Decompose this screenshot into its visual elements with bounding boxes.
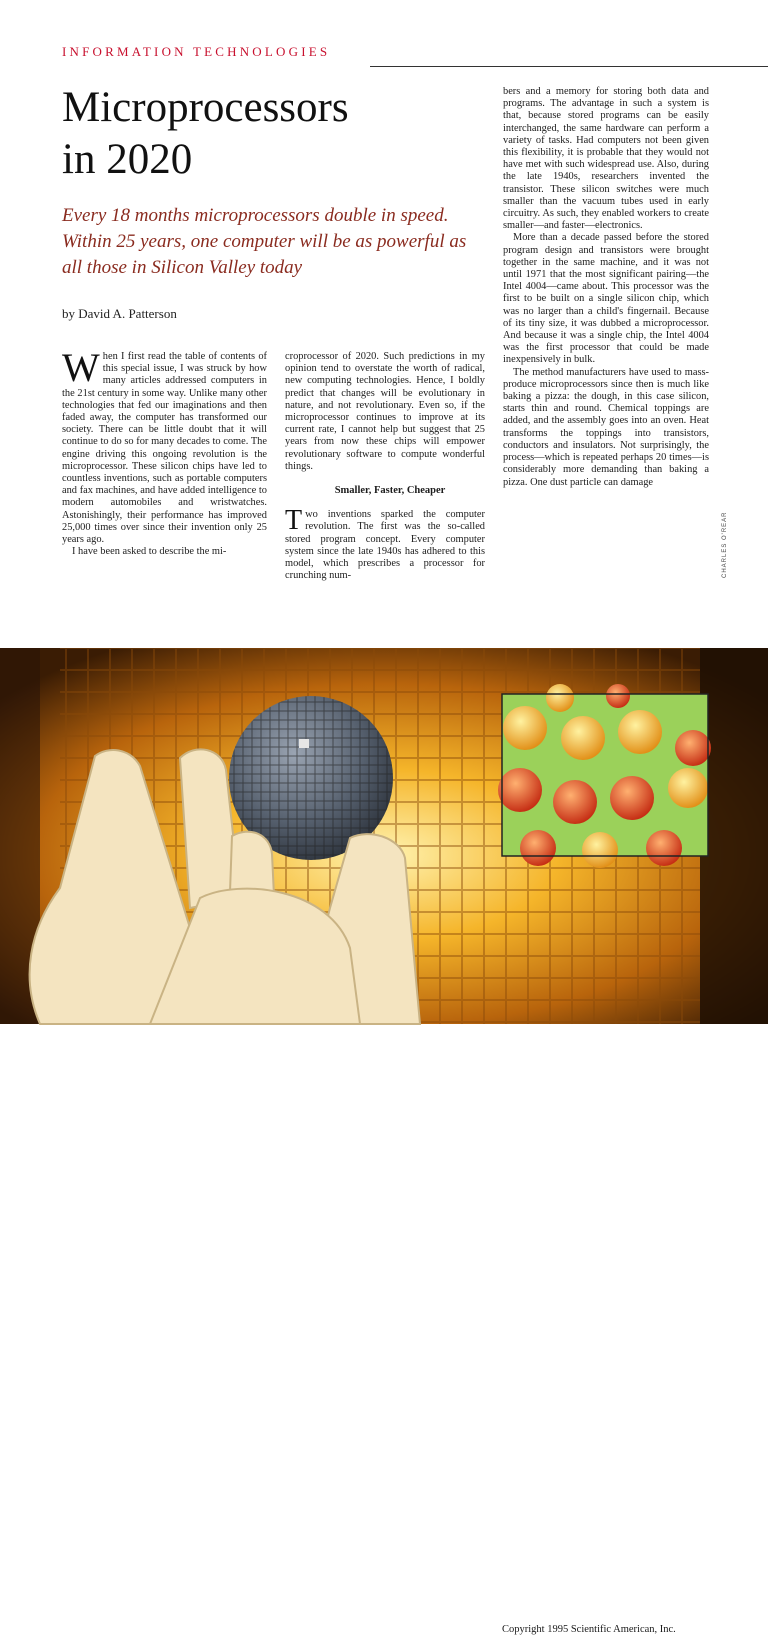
section-kicker: INFORMATION TECHNOLOGIES	[62, 44, 331, 59]
paragraph: The method manufacturers have used to mass-produce microprocessors since then is much like baking a pizza: the dough, in this case silicon, starts thin and round. Chemical toppings are added, and the assembly goes into an oven. Heat transforms the toppings into transistors, conductors and insulators. Not surprisingly, the process—which is repeated perhaps 20 times—is considerably more demanding than baking a pizza. One dust particle can damage	[503, 366, 709, 488]
title-line-1: Microprocessors	[62, 84, 349, 131]
article-deck: Every 18 months microprocessors double in speed. Within 25 years, one computer will be as powerful as all those in Silicon Valley today	[62, 205, 467, 278]
copyright-notice: Copyright 1995 Scientific American, Inc.	[502, 1624, 676, 1635]
article-title	[62, 82, 482, 186]
paragraph: croprocessor of 2020. Such predictions in my opinion tend to overstate the worth of radical, new computing technologies. Hence, I boldly predict that changes will be evolutionary in nature, and not revolutionary. Even so, if the microprocessor continues to improve at its current rate, I cannot help but suggest that 25 years from now these chips will empower revolutionary software to compute wonderful things.	[285, 351, 485, 472]
subhead: Smaller, Faster, Cheaper	[334, 485, 446, 497]
drop-cap: T	[285, 505, 303, 537]
byline: by David A. Patterson	[62, 306, 177, 321]
paragraph-text: hen I first read the table of contents of this special issue, I was struck by how many articles addressed computers in the 21st century in some way. Unlike many other technologies that fed our imaginations and then faded away, the computer has transformed our society. There can be little doubt that it will continue to do so for many decades to come. The engine driving this ongoing revolution is the microprocessor. These silicon chips have led to countless inventions, such as portable computers and fax machines, and have added intelligence to modern automobiles and wristwatches. Astonishingly, their performance has improved 25,000 times over since their invention only 25 years ago.	[62, 351, 267, 546]
drop-cap: W	[62, 345, 100, 390]
column-2	[285, 351, 485, 582]
paragraph	[285, 505, 485, 582]
title-line-2: in 2020	[62, 136, 193, 183]
paragraph-text: wo inventions sparked the computer revolution. The first was the so-called stored program concept. Every computer system since the late 1940s has adhered to this model, which prescribes a processor for crunching num-	[285, 509, 485, 582]
paragraph: I have been asked to describe the mi-	[72, 546, 227, 558]
photo-credit: CHARLES O'REAR	[722, 511, 728, 578]
wafer-photo-illustration	[0, 648, 768, 1024]
paragraph	[62, 345, 267, 546]
column-3	[503, 86, 709, 489]
wafer-photo	[0, 648, 768, 1635]
inset-photo	[498, 684, 711, 868]
column-1	[62, 345, 267, 558]
paragraph: bers and a memory for storing both data and programs. The advantage in such a system is that, because stored programs can be easily interchanged, the same hardware can perform a variety of tasks. Had computers not been given this flexibility, it is probable that they would not have met with such widespread use. Also, during the late 1940s, researchers invented the transistor. These silicon switches were much smaller than the vacuum tubes used in early circuitry. As such, they enabled workers to create smaller—and faster—electronics.	[503, 86, 709, 232]
header-rule	[370, 66, 768, 67]
paragraph: More than a decade passed before the stored program design and transistors were brought together in the same machine, and it was not until 1971 that the most significant pairing—the Intel 4004—came about. This processor was the first to be built on a single silicon chip, which was no larger than a child's fingernail. Because of its tiny size, it was dubbed a microprocessor. And because it was a single chip, the Intel 4004 was the first processor that could be made inexpensively in bulk.	[503, 232, 709, 366]
